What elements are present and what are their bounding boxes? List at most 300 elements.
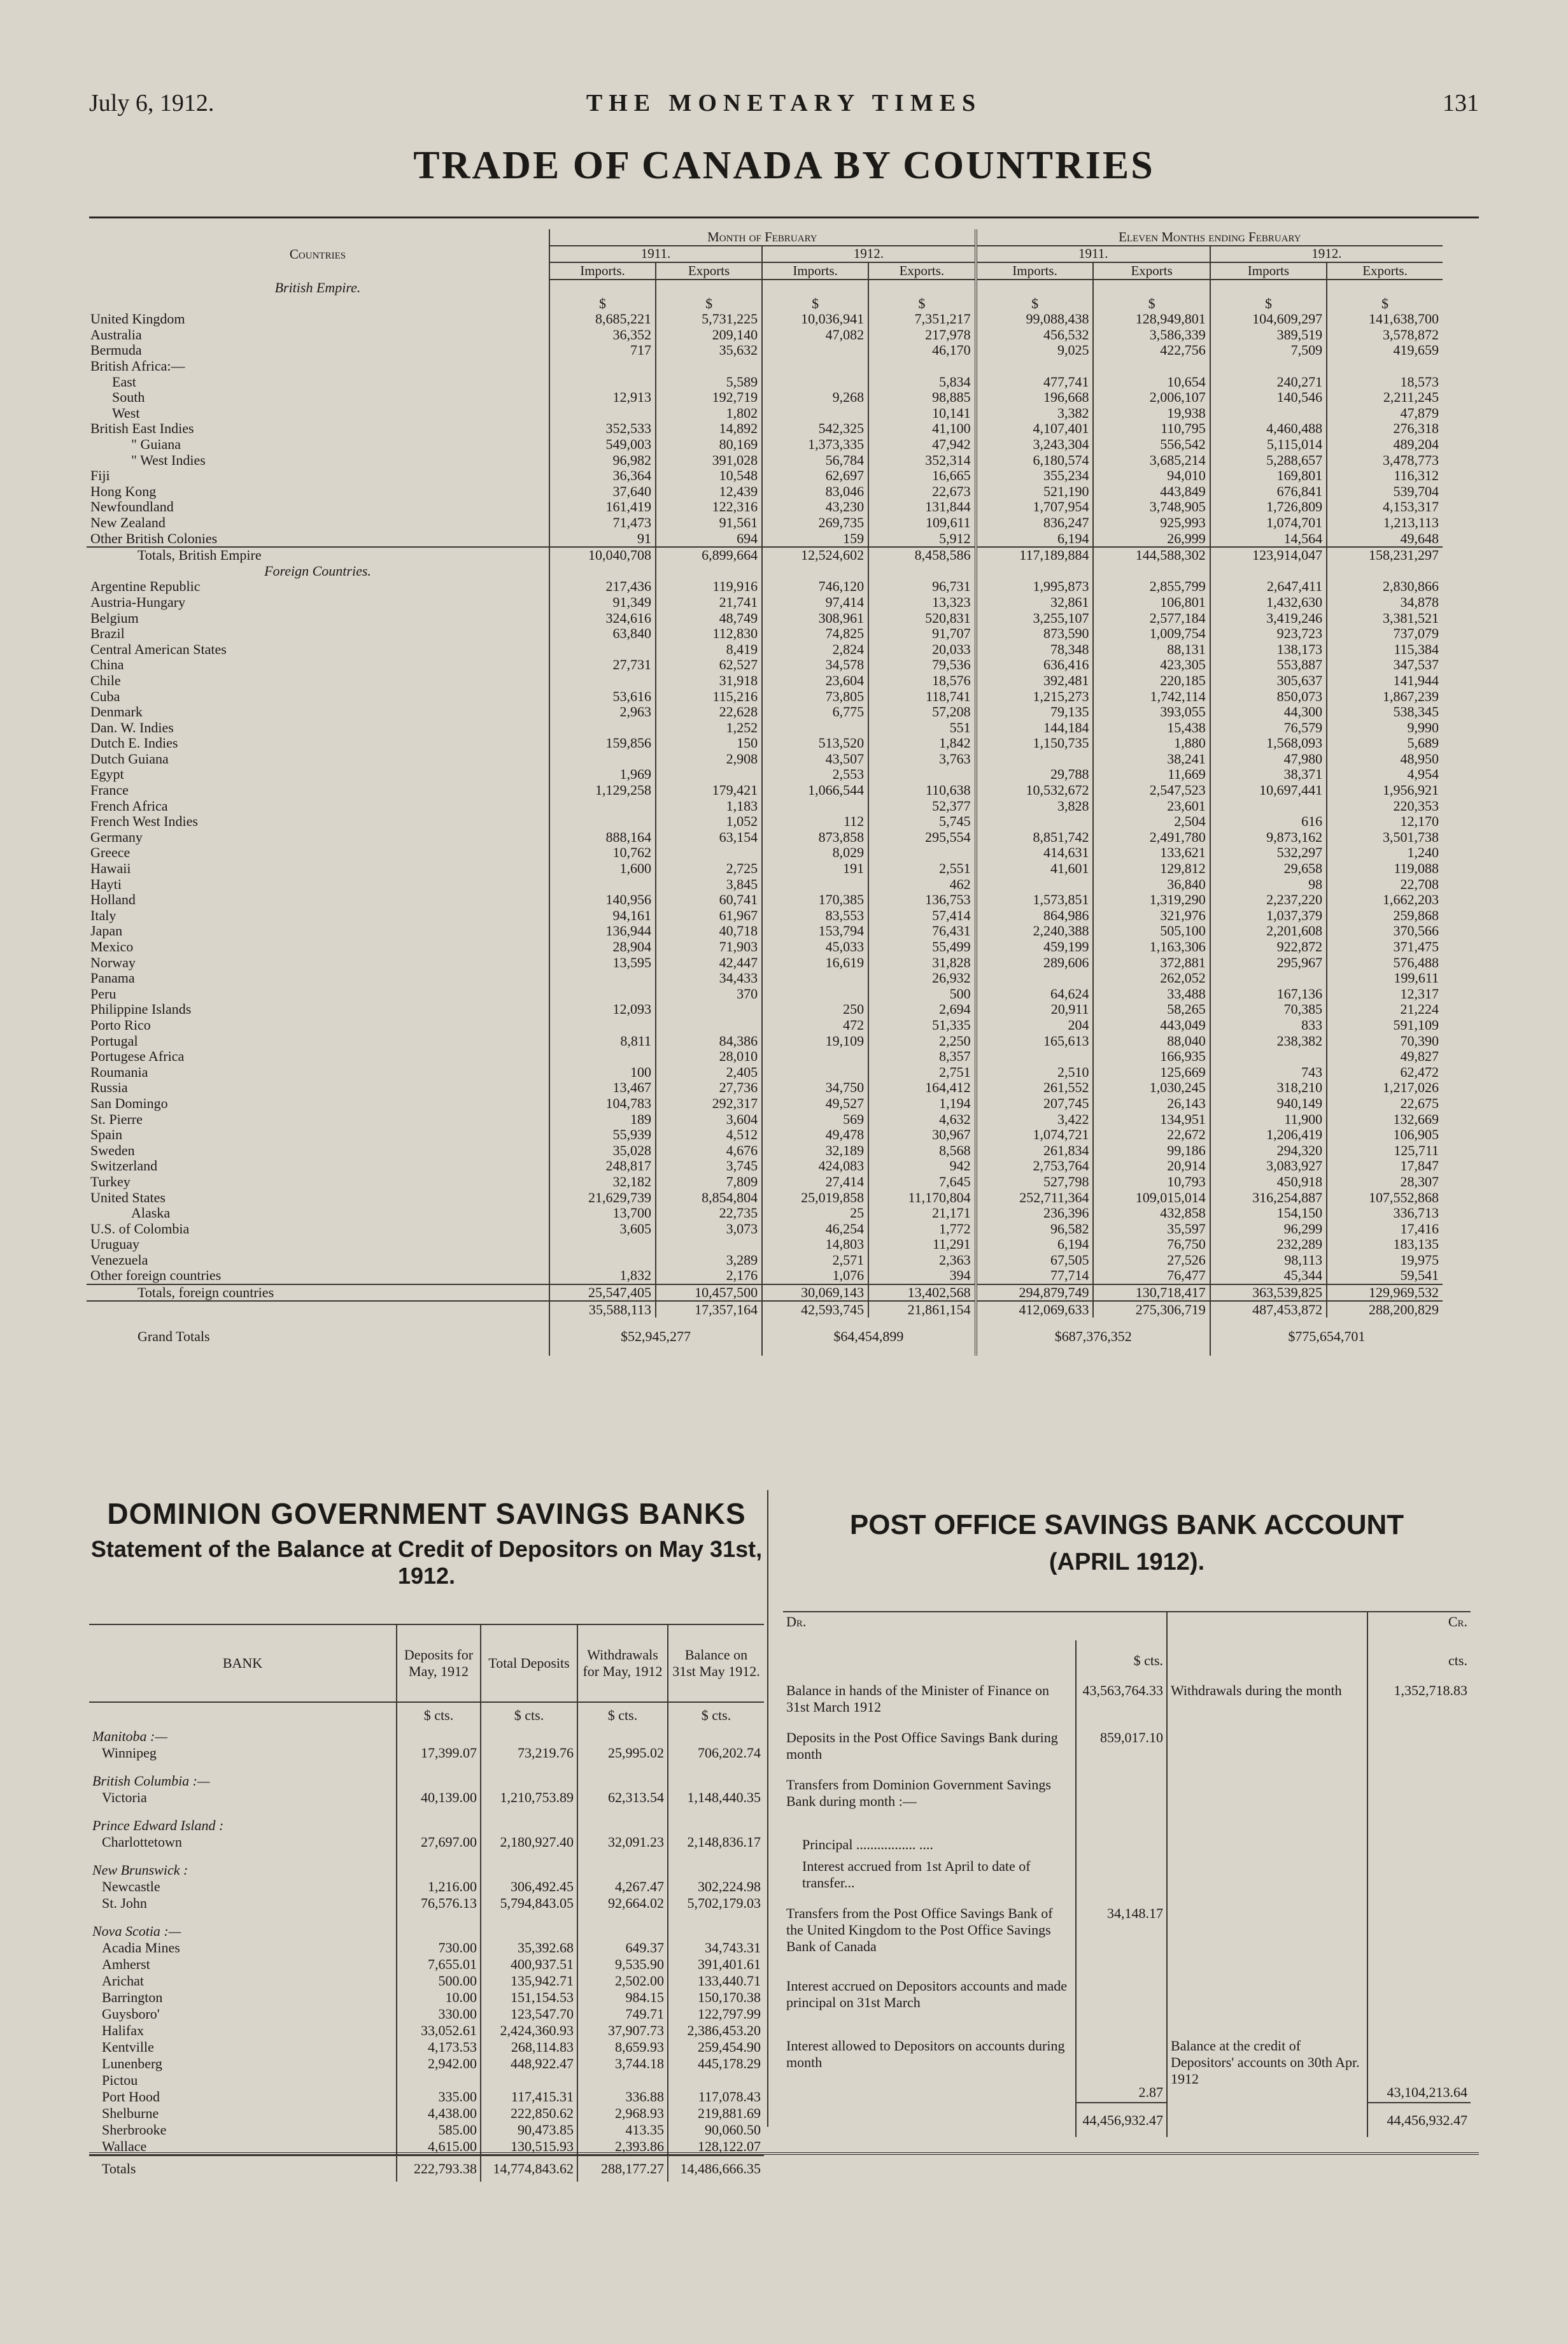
cell-value: 43,230 (762, 499, 868, 515)
cell-value: 91,349 (549, 595, 656, 611)
cell-value: 1,009,754 (1093, 626, 1210, 642)
cell-value: 4,632 (868, 1111, 976, 1127)
cell-value: 472 (762, 1018, 868, 1033)
cell-value: 41,601 (976, 861, 1094, 877)
table-row (87, 421, 1443, 437)
cell-value: 98 (1210, 876, 1327, 892)
table-row (87, 767, 1443, 783)
cell-value: 6,194 (976, 1237, 1094, 1253)
currency-label: $ cts. (668, 1702, 764, 1728)
cell-value: 220,353 (1327, 798, 1443, 814)
table-row (87, 1190, 1443, 1205)
bottom-rule (89, 2152, 1479, 2155)
cell-value: 1,052 (656, 814, 762, 830)
table-row (89, 2039, 764, 2056)
table-row (87, 390, 1443, 406)
cell-value: 400,937.51 (481, 1956, 577, 1973)
cell-value: 6,194 (976, 530, 1094, 547)
cell-value: 1,148,440.35 (668, 1789, 764, 1806)
cell-value: 55,499 (868, 939, 976, 955)
cell-value: 25,995.02 (577, 1745, 668, 1761)
cell-value: 4,153,317 (1327, 499, 1443, 515)
cell-value: 27,414 (762, 1174, 868, 1190)
country-name: China (90, 657, 124, 673)
cell-value (549, 798, 656, 814)
bank-name: Arichat (102, 1973, 144, 1989)
cell-value: 252,711,364 (976, 1190, 1094, 1205)
cell-value: 3,845 (656, 876, 762, 892)
table-row (87, 830, 1443, 846)
cell-value: 32,091.23 (577, 1834, 668, 1850)
cell-value: 259,454.90 (668, 2039, 764, 2056)
cell-value: 2,647,411 (1210, 579, 1327, 595)
cell-value: 925,993 (1093, 515, 1210, 531)
cell-value: 352,314 (868, 452, 976, 468)
cell-value: 28,307 (1327, 1174, 1443, 1190)
cell-value: 94,161 (549, 908, 656, 924)
cell-value: 3,422 (976, 1111, 1094, 1127)
debit-item: Interest allowed to Depositors on accounts during month (786, 2038, 1065, 2070)
column-label: Imports. (762, 262, 868, 280)
table-row (87, 1205, 1443, 1221)
cell-value: 7,645 (868, 1174, 976, 1190)
debit-amount: 2.87 (1076, 2036, 1167, 2103)
column-label: Imports (1210, 262, 1327, 280)
currency-label: $ cts. (481, 1702, 577, 1728)
table-row (89, 2105, 764, 2122)
cell-value: 83,046 (762, 484, 868, 500)
deposits-header: Deposits for May, 1912 (397, 1624, 481, 1702)
cell-value: 1,163,306 (1093, 939, 1210, 955)
cell-value: 1,215,273 (976, 688, 1094, 704)
cell-value: 35,597 (1093, 1221, 1210, 1237)
table-row (87, 515, 1443, 531)
cell-value (549, 641, 656, 657)
year-header: 1912. (762, 246, 976, 263)
cell-value: 61,967 (656, 908, 762, 924)
cell-value: 532,297 (1210, 845, 1327, 861)
trade-title: TRADE OF CANADA BY COUNTRIES (413, 144, 1155, 187)
cell-value: 4,676 (656, 1142, 762, 1158)
cell-value: 4,460,488 (1210, 421, 1327, 437)
cell-value: 556,542 (1093, 437, 1210, 453)
cell-value: 306,492.45 (481, 1879, 577, 1895)
cell-value: 31,918 (656, 673, 762, 689)
cell-value: 104,609,297 (1210, 311, 1327, 327)
cell-value: 2,201,608 (1210, 923, 1327, 939)
cell-value: 743 (1210, 1064, 1327, 1080)
page-number: 131 (1443, 90, 1479, 117)
cell-value: 49,827 (1327, 1049, 1443, 1065)
cell-value: 13,700 (549, 1205, 656, 1221)
table-row (87, 579, 1443, 595)
cell-value: 129,812 (1093, 861, 1210, 877)
cell-value: 99,186 (1093, 1142, 1210, 1158)
cell-value: 3,289 (656, 1253, 762, 1268)
cell-value: 2,551 (868, 861, 976, 877)
cell-value: 553,887 (1210, 657, 1327, 673)
cell-value: 355,234 (976, 468, 1094, 484)
cell-value: 62,697 (762, 468, 868, 484)
cell-value: 10,036,941 (762, 311, 868, 327)
table-row (87, 923, 1443, 939)
country-name: French Africa (90, 797, 168, 814)
cell-value (656, 359, 762, 374)
cell-value (1210, 798, 1327, 814)
cell-value: 161,419 (549, 499, 656, 515)
cell-value: 158,231,297 (1327, 547, 1443, 564)
cell-value: 42,447 (656, 955, 762, 970)
debit-amount (1076, 1977, 1167, 2036)
cell-value: 2,571 (762, 1253, 868, 1268)
cell-value: 737,079 (1327, 626, 1443, 642)
country-name: Cuba (90, 688, 120, 704)
cell-value (549, 720, 656, 735)
cell-value: 850,073 (1210, 688, 1327, 704)
countries-header: Countries (289, 246, 346, 262)
account-row (783, 1681, 1471, 1728)
cell-value: 132,669 (1327, 1111, 1443, 1127)
cell-value: 238,382 (1210, 1033, 1327, 1049)
cell-value: 13,467 (549, 1080, 656, 1096)
cell-value: 5,589 (656, 374, 762, 390)
country-name: Germany (90, 828, 143, 845)
table-row (87, 688, 1443, 704)
cell-value: 192,719 (656, 390, 762, 406)
debit-amount (1076, 1775, 1167, 1835)
cell-value: 513,520 (762, 735, 868, 751)
province-label: Manitoba :— (92, 1728, 167, 1744)
cell-value: 3,828 (976, 798, 1094, 814)
cell-value: 2,405 (656, 1064, 762, 1080)
cell-value (762, 1064, 868, 1080)
cell-value: 527,798 (976, 1174, 1094, 1190)
table-row (87, 452, 1443, 468)
unit-label: $ (656, 295, 762, 311)
cell-value: 1,206,419 (1210, 1127, 1327, 1143)
combined-total: 412,069,633 (976, 1301, 1094, 1318)
cell-value: 18,576 (868, 673, 976, 689)
cell-value: 90,060.50 (668, 2122, 764, 2138)
cell-value: 10,141 (868, 406, 976, 422)
cell-value: 1,240 (1327, 845, 1443, 861)
cell-value: 717 (549, 343, 656, 359)
cell-value: 1,074,721 (976, 1127, 1094, 1143)
table-row (87, 814, 1443, 830)
cell-value: 123,547.70 (481, 2006, 577, 2022)
cell-value (549, 359, 656, 374)
cell-value: 220,185 (1093, 673, 1210, 689)
credit-amount: 43,104,213.64 (1367, 2036, 1471, 2103)
country-name: " Guiana (131, 436, 181, 453)
cell-value: 873,858 (762, 830, 868, 846)
cell-value: 28,010 (656, 1049, 762, 1065)
table-row (87, 1111, 1443, 1127)
bank-name: Sherbrooke (102, 2122, 167, 2138)
cell-value: 3,382 (976, 406, 1094, 422)
table-row (87, 595, 1443, 611)
cell-value: 833 (1210, 1018, 1327, 1033)
cell-value: 62,313.54 (577, 1789, 668, 1806)
country-name: Chile (90, 672, 121, 688)
table-row (87, 751, 1443, 767)
cell-value: 26,999 (1093, 530, 1210, 547)
table-row (87, 939, 1443, 955)
table-row (87, 626, 1443, 642)
cell-value (762, 374, 868, 390)
cell-value: 183,135 (1327, 1237, 1443, 1253)
cell-value (1210, 1049, 1327, 1065)
cell-value: 167,136 (1210, 986, 1327, 1002)
cell-value: 38,371 (1210, 767, 1327, 783)
cell-value: 942 (868, 1158, 976, 1174)
country-name: Dutch Guiana (90, 750, 169, 767)
cell-value: 63,154 (656, 830, 762, 846)
cell-value: 60,741 (656, 892, 762, 908)
debit-item: Deposits in the Post Office Savings Bank during month (786, 1730, 1058, 1762)
cell-value: 394 (868, 1268, 976, 1284)
cell-value: 110,638 (868, 783, 976, 799)
grand-total-value: $52,945,277 (549, 1318, 762, 1356)
cell-value: 138,173 (1210, 641, 1327, 657)
cell-value: 694 (656, 530, 762, 547)
table-row (87, 845, 1443, 861)
cell-value: 48,950 (1327, 751, 1443, 767)
cell-value: 191 (762, 861, 868, 877)
post-office-subtitle: (APRIL 1912). (1049, 1549, 1205, 1575)
cell-value: 448,922.47 (481, 2056, 577, 2072)
table-row (87, 437, 1443, 453)
cell-value: 1,568,093 (1210, 735, 1327, 751)
table-row (87, 970, 1443, 986)
credit-amount: 1,352,718.83 (1367, 1681, 1471, 1728)
cell-value: 169,801 (1210, 468, 1327, 484)
cell-value: 94,010 (1093, 468, 1210, 484)
cell-value (549, 1049, 656, 1065)
country-name: Italy (90, 907, 117, 923)
cell-value: 336,713 (1327, 1205, 1443, 1221)
cell-value: 122,797.99 (668, 2006, 764, 2022)
cell-value: 10.00 (397, 1989, 481, 2006)
cell-value: 432,858 (1093, 1205, 1210, 1221)
column-label: Exports. (1327, 262, 1443, 280)
cell-value: 505,100 (1093, 923, 1210, 939)
cell-value: 27,736 (656, 1080, 762, 1096)
cell-value: 217,978 (868, 327, 976, 343)
cell-value: 836,247 (976, 515, 1094, 531)
cell-value: 70,385 (1210, 1002, 1327, 1018)
table-row (89, 1989, 764, 2006)
cell-value: 154,150 (1210, 1205, 1327, 1221)
cell-value: 1,252 (656, 720, 762, 735)
cell-value: 21,741 (656, 595, 762, 611)
cell-value: 217,436 (549, 579, 656, 595)
cell-value: 11,291 (868, 1237, 976, 1253)
table-row (89, 1879, 764, 1895)
cell-value (762, 970, 868, 986)
cell-value: 204 (976, 1018, 1094, 1033)
cell-value: 500 (868, 986, 976, 1002)
cell-value: 539,704 (1327, 484, 1443, 500)
table-row (87, 1127, 1443, 1143)
cell-value: 11,900 (1210, 1111, 1327, 1127)
cell-value: 8,357 (868, 1049, 976, 1065)
cell-value: 30,069,143 (762, 1284, 868, 1302)
cell-value (1210, 406, 1327, 422)
table-row (87, 861, 1443, 877)
cell-value: 14,892 (656, 421, 762, 437)
cell-value: 36,364 (549, 468, 656, 484)
cell-value: 119,088 (1327, 861, 1443, 877)
country-name: Denmark (90, 704, 143, 720)
bank-name: Port Hood (102, 2089, 160, 2105)
cell-value: 23,604 (762, 673, 868, 689)
credit-cts-header: cts. (1367, 1640, 1471, 1681)
cell-value: 8,568 (868, 1142, 976, 1158)
cell-value (1210, 970, 1327, 986)
cell-value: 269,735 (762, 515, 868, 531)
cell-value: 8,851,742 (976, 830, 1094, 846)
cell-value: 2,855,799 (1093, 579, 1210, 595)
cell-value: 1,867,239 (1327, 688, 1443, 704)
unit-label: $ (762, 295, 868, 311)
cell-value: 5,912 (868, 530, 976, 547)
cell-value: 98,113 (1210, 1253, 1327, 1268)
cell-value: 9,025 (976, 343, 1094, 359)
cell-value: 443,849 (1093, 484, 1210, 500)
table-row (87, 735, 1443, 751)
table-row (89, 1789, 764, 1806)
cell-value: 7,509 (1210, 343, 1327, 359)
section-british-empire: British Empire. (274, 279, 361, 295)
cell-value: 3,419,246 (1210, 610, 1327, 626)
table-row (87, 1096, 1443, 1112)
cell-value: 159,856 (549, 735, 656, 751)
table-row (87, 704, 1443, 720)
cell-value: 36,352 (549, 327, 656, 343)
cell-value (762, 798, 868, 814)
cell-value: 140,956 (549, 892, 656, 908)
debit-amount (1076, 1857, 1167, 1904)
cell-value: 49,527 (762, 1096, 868, 1112)
cell-value: 1,726,809 (1210, 499, 1327, 515)
account-row (783, 1775, 1471, 1835)
debit-amount: 43,563,764.33 (1076, 1681, 1167, 1728)
cell-value: 2,547,523 (1093, 783, 1210, 799)
cell-value: 12,170 (1327, 814, 1443, 830)
table-row (89, 2089, 764, 2105)
cell-value: 1,319,290 (1093, 892, 1210, 908)
cell-value (762, 1049, 868, 1065)
cell-value: 134,951 (1093, 1111, 1210, 1127)
cell-value: 109,611 (868, 515, 976, 531)
cell-value: 140,546 (1210, 390, 1327, 406)
cell-value: 33,488 (1093, 986, 1210, 1002)
cell-value: 9,268 (762, 390, 868, 406)
cell-value: 150,170.38 (668, 1989, 764, 2006)
cell-value: 250 (762, 1002, 868, 1018)
cell-value: 90,473.85 (481, 2122, 577, 2138)
cell-value: 15,438 (1093, 720, 1210, 735)
cell-value: 91,707 (868, 626, 976, 642)
cell-value: 10,762 (549, 845, 656, 861)
cell-value: 459,199 (976, 939, 1094, 955)
cell-value: 117,415.31 (481, 2089, 577, 2105)
cell-value: 1,216.00 (397, 1879, 481, 1895)
cell-value: 4,267.47 (577, 1879, 668, 1895)
cell-value: 22,735 (656, 1205, 762, 1221)
cell-value: 56,784 (762, 452, 868, 468)
bank-name: Acadia Mines (102, 1940, 180, 1956)
cell-value: 76,431 (868, 923, 976, 939)
cell-value: 1,832 (549, 1268, 656, 1284)
cell-value: 46,170 (868, 343, 976, 359)
country-name: British East Indies (90, 420, 194, 437)
cell-value: 1,074,701 (1210, 515, 1327, 531)
post-office-table (783, 1611, 1471, 2137)
cell-value: 34,750 (762, 1080, 868, 1096)
cell-value: 749.71 (577, 2006, 668, 2022)
cell-value: 71,473 (549, 515, 656, 531)
cell-value: 22,628 (656, 704, 762, 720)
cell-value: 118,741 (868, 688, 976, 704)
table-row (87, 1284, 1443, 1302)
table-row (87, 1018, 1443, 1033)
country-name: Other British Colonies (90, 530, 218, 546)
cell-value: 542,325 (762, 421, 868, 437)
cell-value: 196,668 (976, 390, 1094, 406)
cell-value: 294,879,749 (976, 1284, 1094, 1302)
country-name: Panama (90, 970, 135, 986)
cell-value: 305,637 (1210, 673, 1327, 689)
cell-value: 292,317 (656, 1096, 762, 1112)
cell-value: 47,942 (868, 437, 976, 453)
cell-value (868, 359, 976, 374)
province-label: Prince Edward Island : (92, 1817, 224, 1833)
table-row (87, 1002, 1443, 1018)
cell-value: 10,532,672 (976, 783, 1094, 799)
table-row (87, 547, 1443, 564)
cell-value: 207,745 (976, 1096, 1094, 1112)
savings-heading (89, 1496, 764, 1589)
cell-value: 1,066,544 (762, 783, 868, 799)
cell-value: 2,725 (656, 861, 762, 877)
cell-value: 97,414 (762, 595, 868, 611)
cell-value: 14,803 (762, 1237, 868, 1253)
table-row (89, 2072, 764, 2089)
cell-value: 153,794 (762, 923, 868, 939)
cell-value: 419,659 (1327, 343, 1443, 359)
cell-value: 26,932 (868, 970, 976, 986)
cell-value: 3,478,773 (1327, 452, 1443, 468)
cell-value: 57,414 (868, 908, 976, 924)
country-name: " West Indies (131, 451, 206, 468)
table-row (89, 1745, 764, 1761)
country-name: St. Pierre (90, 1111, 143, 1127)
country-name: Greece (90, 844, 131, 861)
cell-value: 17,416 (1327, 1221, 1443, 1237)
cell-value: 456,532 (976, 327, 1094, 343)
table-row (87, 892, 1443, 908)
cell-value: 41,100 (868, 421, 976, 437)
cell-value: 164,412 (868, 1080, 976, 1096)
country-name: Russia (90, 1079, 128, 1096)
cell-value: 2,006,107 (1093, 390, 1210, 406)
top-rule (89, 217, 1479, 218)
province-label: New Brunswick : (92, 1862, 188, 1878)
cell-value: 391,028 (656, 452, 762, 468)
cell-value: 261,834 (976, 1142, 1094, 1158)
